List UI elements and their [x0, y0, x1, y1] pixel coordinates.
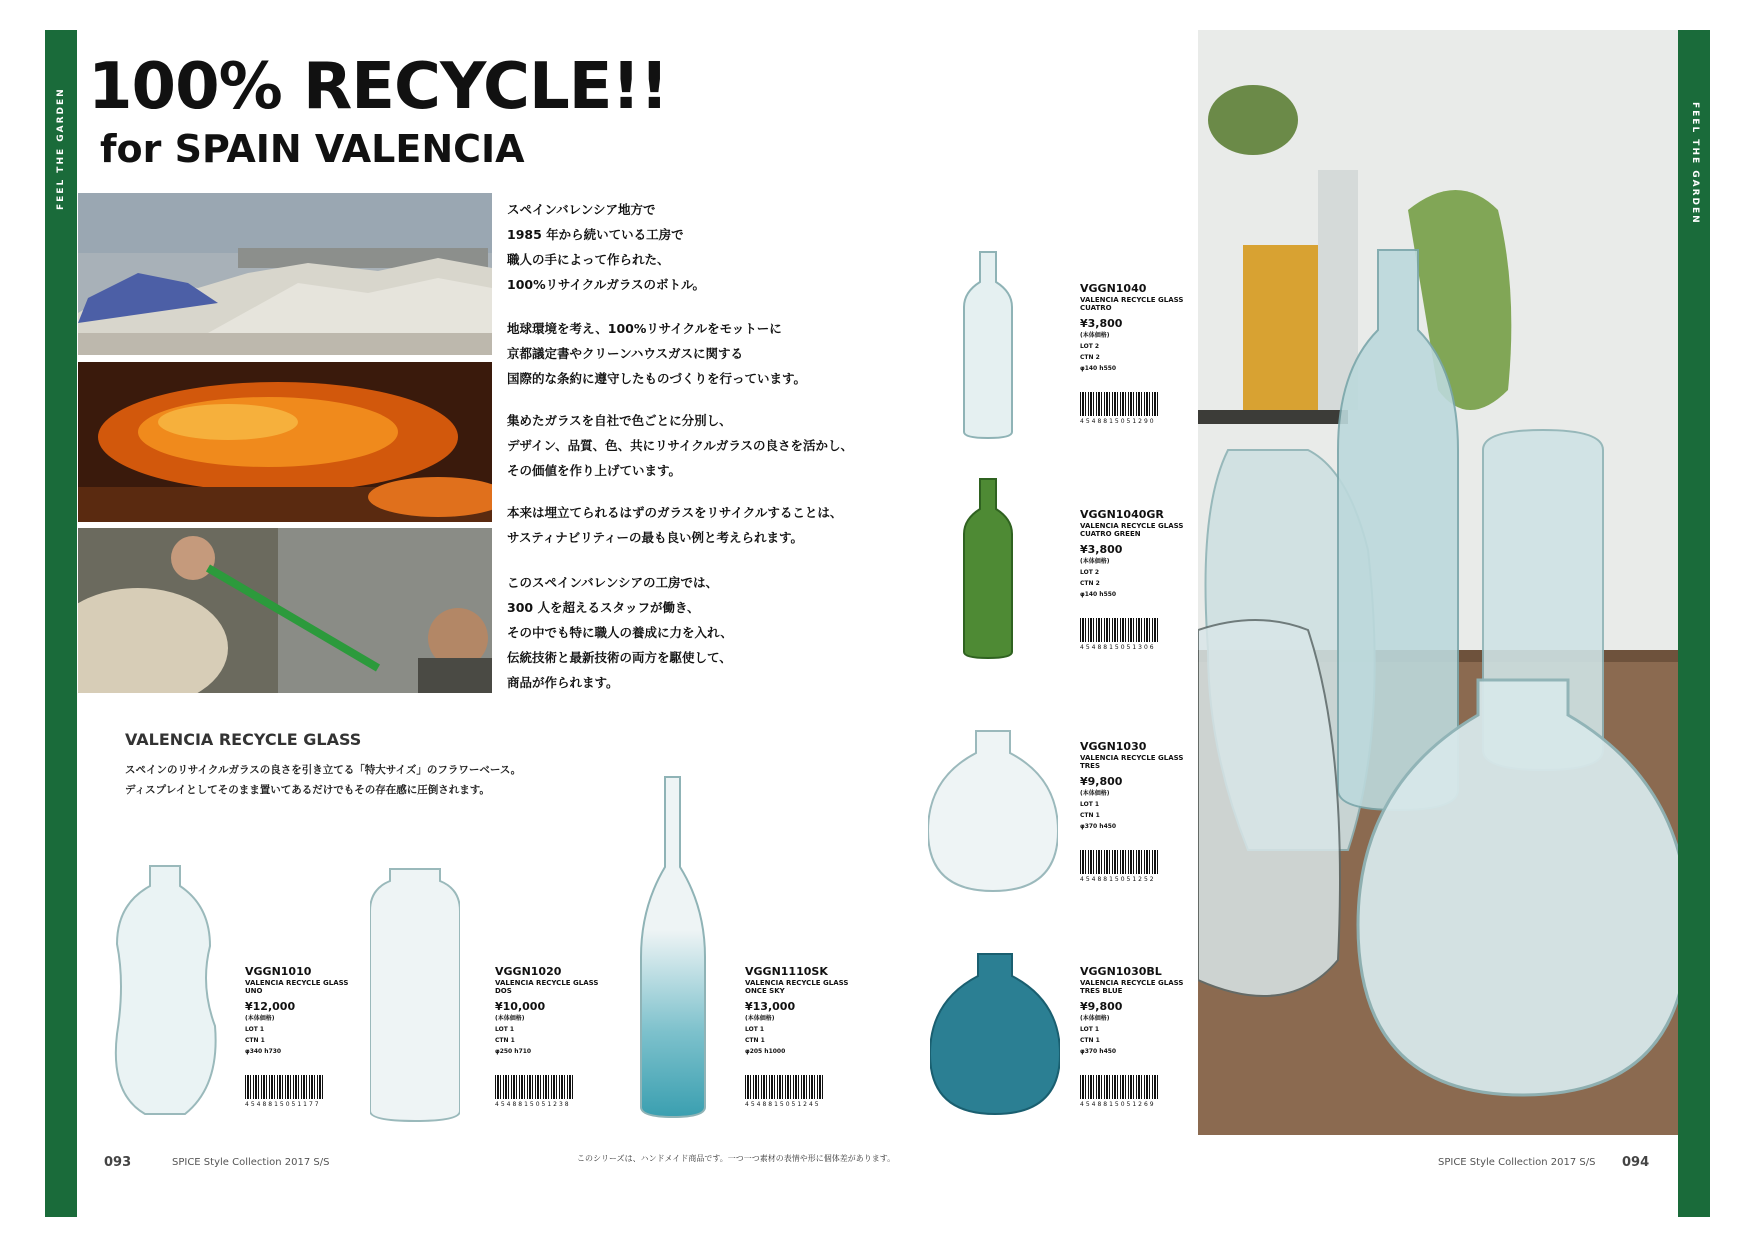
vase-cuatro-green-image: [958, 475, 1018, 660]
barcode-number: 4548815051177: [245, 1101, 321, 1108]
product-code: VGGN1040GR: [1080, 508, 1164, 521]
product-code: VGGN1110SK: [745, 965, 828, 978]
product-lot: LOT 1: [1080, 1026, 1100, 1033]
vase-dos-image: [370, 865, 460, 1125]
vase-tres-image: [928, 727, 1058, 897]
barcode-number: 4548815051245: [745, 1101, 821, 1108]
vase-tres-blue-image: [930, 950, 1060, 1120]
intro-paragraph-2: 地球環境を考え、100%リサイクルをモットーに 京都議定書やクリーンハウスガスに関する 国際的な条約に遵守したものづくりを行っています。: [507, 321, 807, 386]
product-code: VGGN1020: [495, 965, 562, 978]
barcode-number: 4548815051269: [1080, 1101, 1156, 1108]
page-number-right: 094: [1622, 1155, 1650, 1170]
product-size: φ140 h550: [1080, 365, 1117, 372]
product-vggn1040gr: [1080, 508, 1190, 651]
product-tax-note: (本体価格): [245, 1015, 275, 1022]
barcode-number: 4548815051252: [1080, 876, 1156, 883]
product-name: VALENCIA RECYCLE GLASS DOS: [495, 979, 599, 995]
product-price: ¥10,000: [495, 1000, 546, 1013]
vase-cuatro-image: [958, 248, 1018, 440]
product-name: VALENCIA RECYCLE GLASS TRES: [1080, 754, 1184, 770]
section-description: スペインのリサイクルガラスの良さを引き立てる「特大サイズ」のフラワーベース。 ディスプレイとしてそのまま置いてあるだけでもその存在感に圧倒されます。: [125, 764, 522, 796]
product-tax-note: (本体価格): [745, 1015, 775, 1022]
barcode: [745, 1075, 825, 1099]
product-name: VALENCIA RECYCLE GLASS TRES BLUE: [1080, 979, 1184, 995]
collection-label-left: SPICE Style Collection 2017 S/S: [172, 1157, 330, 1168]
barcode: [1080, 618, 1160, 642]
product-tax-note: (本体価格): [1080, 790, 1110, 797]
product-ctn: CTN 1: [745, 1037, 765, 1044]
product-size: φ250 h710: [495, 1048, 532, 1055]
barcode: [1080, 392, 1160, 416]
product-ctn: CTN 2: [1080, 580, 1100, 587]
barcode-number: 4548815051238: [495, 1101, 571, 1108]
product-name: VALENCIA RECYCLE GLASS CUATRO GREEN: [1080, 522, 1184, 538]
product-lot: LOT 2: [1080, 343, 1100, 350]
photo-glass-piles: [78, 193, 492, 355]
intro-paragraph-4: 本来は埋立てられるはずのガラスをリサイクルすることは、 サスティナビリティーの最も良い例と考えられます。: [507, 505, 843, 545]
product-ctn: CTN 1: [1080, 812, 1100, 819]
vase-once-sky-image: [635, 775, 710, 1120]
product-lot: LOT 1: [245, 1026, 265, 1033]
sidebar-label-left: FEEL THE GARDEN: [56, 87, 66, 210]
product-price: ¥9,800: [1080, 775, 1123, 788]
product-size: φ140 h550: [1080, 591, 1117, 598]
product-vggn1110sk: [745, 965, 855, 1108]
product-vggn1030: [1080, 740, 1190, 883]
intro-paragraph-1: スペインバレンシア地方で 1985 年から続いている工房で 職人の手によって作られた、 100%リサイクルガラスのボトル。: [507, 202, 705, 292]
sidebar-label-right: FEEL THE GARDEN: [1690, 102, 1700, 225]
lifestyle-photo: [1198, 30, 1678, 1135]
left-green-sidebar: [45, 30, 77, 1217]
product-price: ¥3,800: [1080, 317, 1123, 330]
barcode: [495, 1075, 575, 1099]
intro-paragraph-3: 集めたガラスを自社で色ごとに分別し、 デザイン、品質、色、共にリサイクルガラスの良さを活かし、 その価値を作り上げています。: [507, 413, 854, 478]
section-title: VALENCIA RECYCLE GLASS: [125, 730, 362, 749]
barcode: [1080, 850, 1160, 874]
photo-glassblower: [78, 528, 492, 693]
product-tax-note: (本体価格): [1080, 1015, 1110, 1022]
collection-label-right: SPICE Style Collection 2017 S/S: [1438, 1157, 1596, 1168]
page-title: 100% RECYCLE!!: [88, 50, 668, 124]
barcode-number: 4548815051306: [1080, 644, 1156, 651]
product-tax-note: (本体価格): [1080, 332, 1110, 339]
product-ctn: CTN 2: [1080, 354, 1100, 361]
product-lot: LOT 1: [1080, 801, 1100, 808]
product-name: VALENCIA RECYCLE GLASS CUATRO: [1080, 296, 1184, 312]
product-code: VGGN1040: [1080, 282, 1147, 295]
product-vggn1030bl: [1080, 965, 1190, 1108]
product-code: VGGN1030: [1080, 740, 1147, 753]
intro-paragraph-5: このスペインバレンシアの工房では、 300 人を超えるスタッフが働き、 その中でも特に職人の養成に力を入れ、 伝統技術と最新技術の両方を駆使して、 商品が作られます。: [507, 575, 733, 690]
product-size: φ205 h1000: [745, 1048, 786, 1055]
product-lot: LOT 1: [745, 1026, 765, 1033]
product-vggn1040: [1080, 282, 1190, 425]
product-name: VALENCIA RECYCLE GLASS UNO: [245, 979, 349, 995]
barcode-number: 4548815051290: [1080, 418, 1156, 425]
product-price: ¥13,000: [745, 1000, 796, 1013]
product-vggn1010: [245, 965, 355, 1108]
product-code: VGGN1010: [245, 965, 312, 978]
product-ctn: CTN 1: [245, 1037, 265, 1044]
barcode: [1080, 1075, 1160, 1099]
product-lot: LOT 2: [1080, 569, 1100, 576]
barcode: [245, 1075, 325, 1099]
product-price: ¥3,800: [1080, 543, 1123, 556]
product-size: φ370 h450: [1080, 1048, 1117, 1055]
product-lot: LOT 1: [495, 1026, 515, 1033]
vase-uno-image: [110, 862, 220, 1122]
photo-furnace-fire: [78, 362, 492, 522]
product-price: ¥9,800: [1080, 1000, 1123, 1013]
product-size: φ370 h450: [1080, 823, 1117, 830]
right-green-sidebar: [1678, 30, 1710, 1217]
product-code: VGGN1030BL: [1080, 965, 1162, 978]
product-size: φ340 h730: [245, 1048, 282, 1055]
product-ctn: CTN 1: [495, 1037, 515, 1044]
handmade-note: このシリーズは、ハンドメイド商品です。一つ一つ素材の表情や形に個体差があります。: [577, 1154, 896, 1163]
product-ctn: CTN 1: [1080, 1037, 1100, 1044]
product-vggn1020: [495, 965, 605, 1108]
product-name: VALENCIA RECYCLE GLASS ONCE SKY: [745, 979, 849, 995]
product-tax-note: (本体価格): [1080, 558, 1110, 565]
product-tax-note: (本体価格): [495, 1015, 525, 1022]
page-number-left: 093: [104, 1155, 132, 1170]
page-subtitle: for SPAIN VALENCIA: [100, 127, 525, 171]
product-price: ¥12,000: [245, 1000, 296, 1013]
